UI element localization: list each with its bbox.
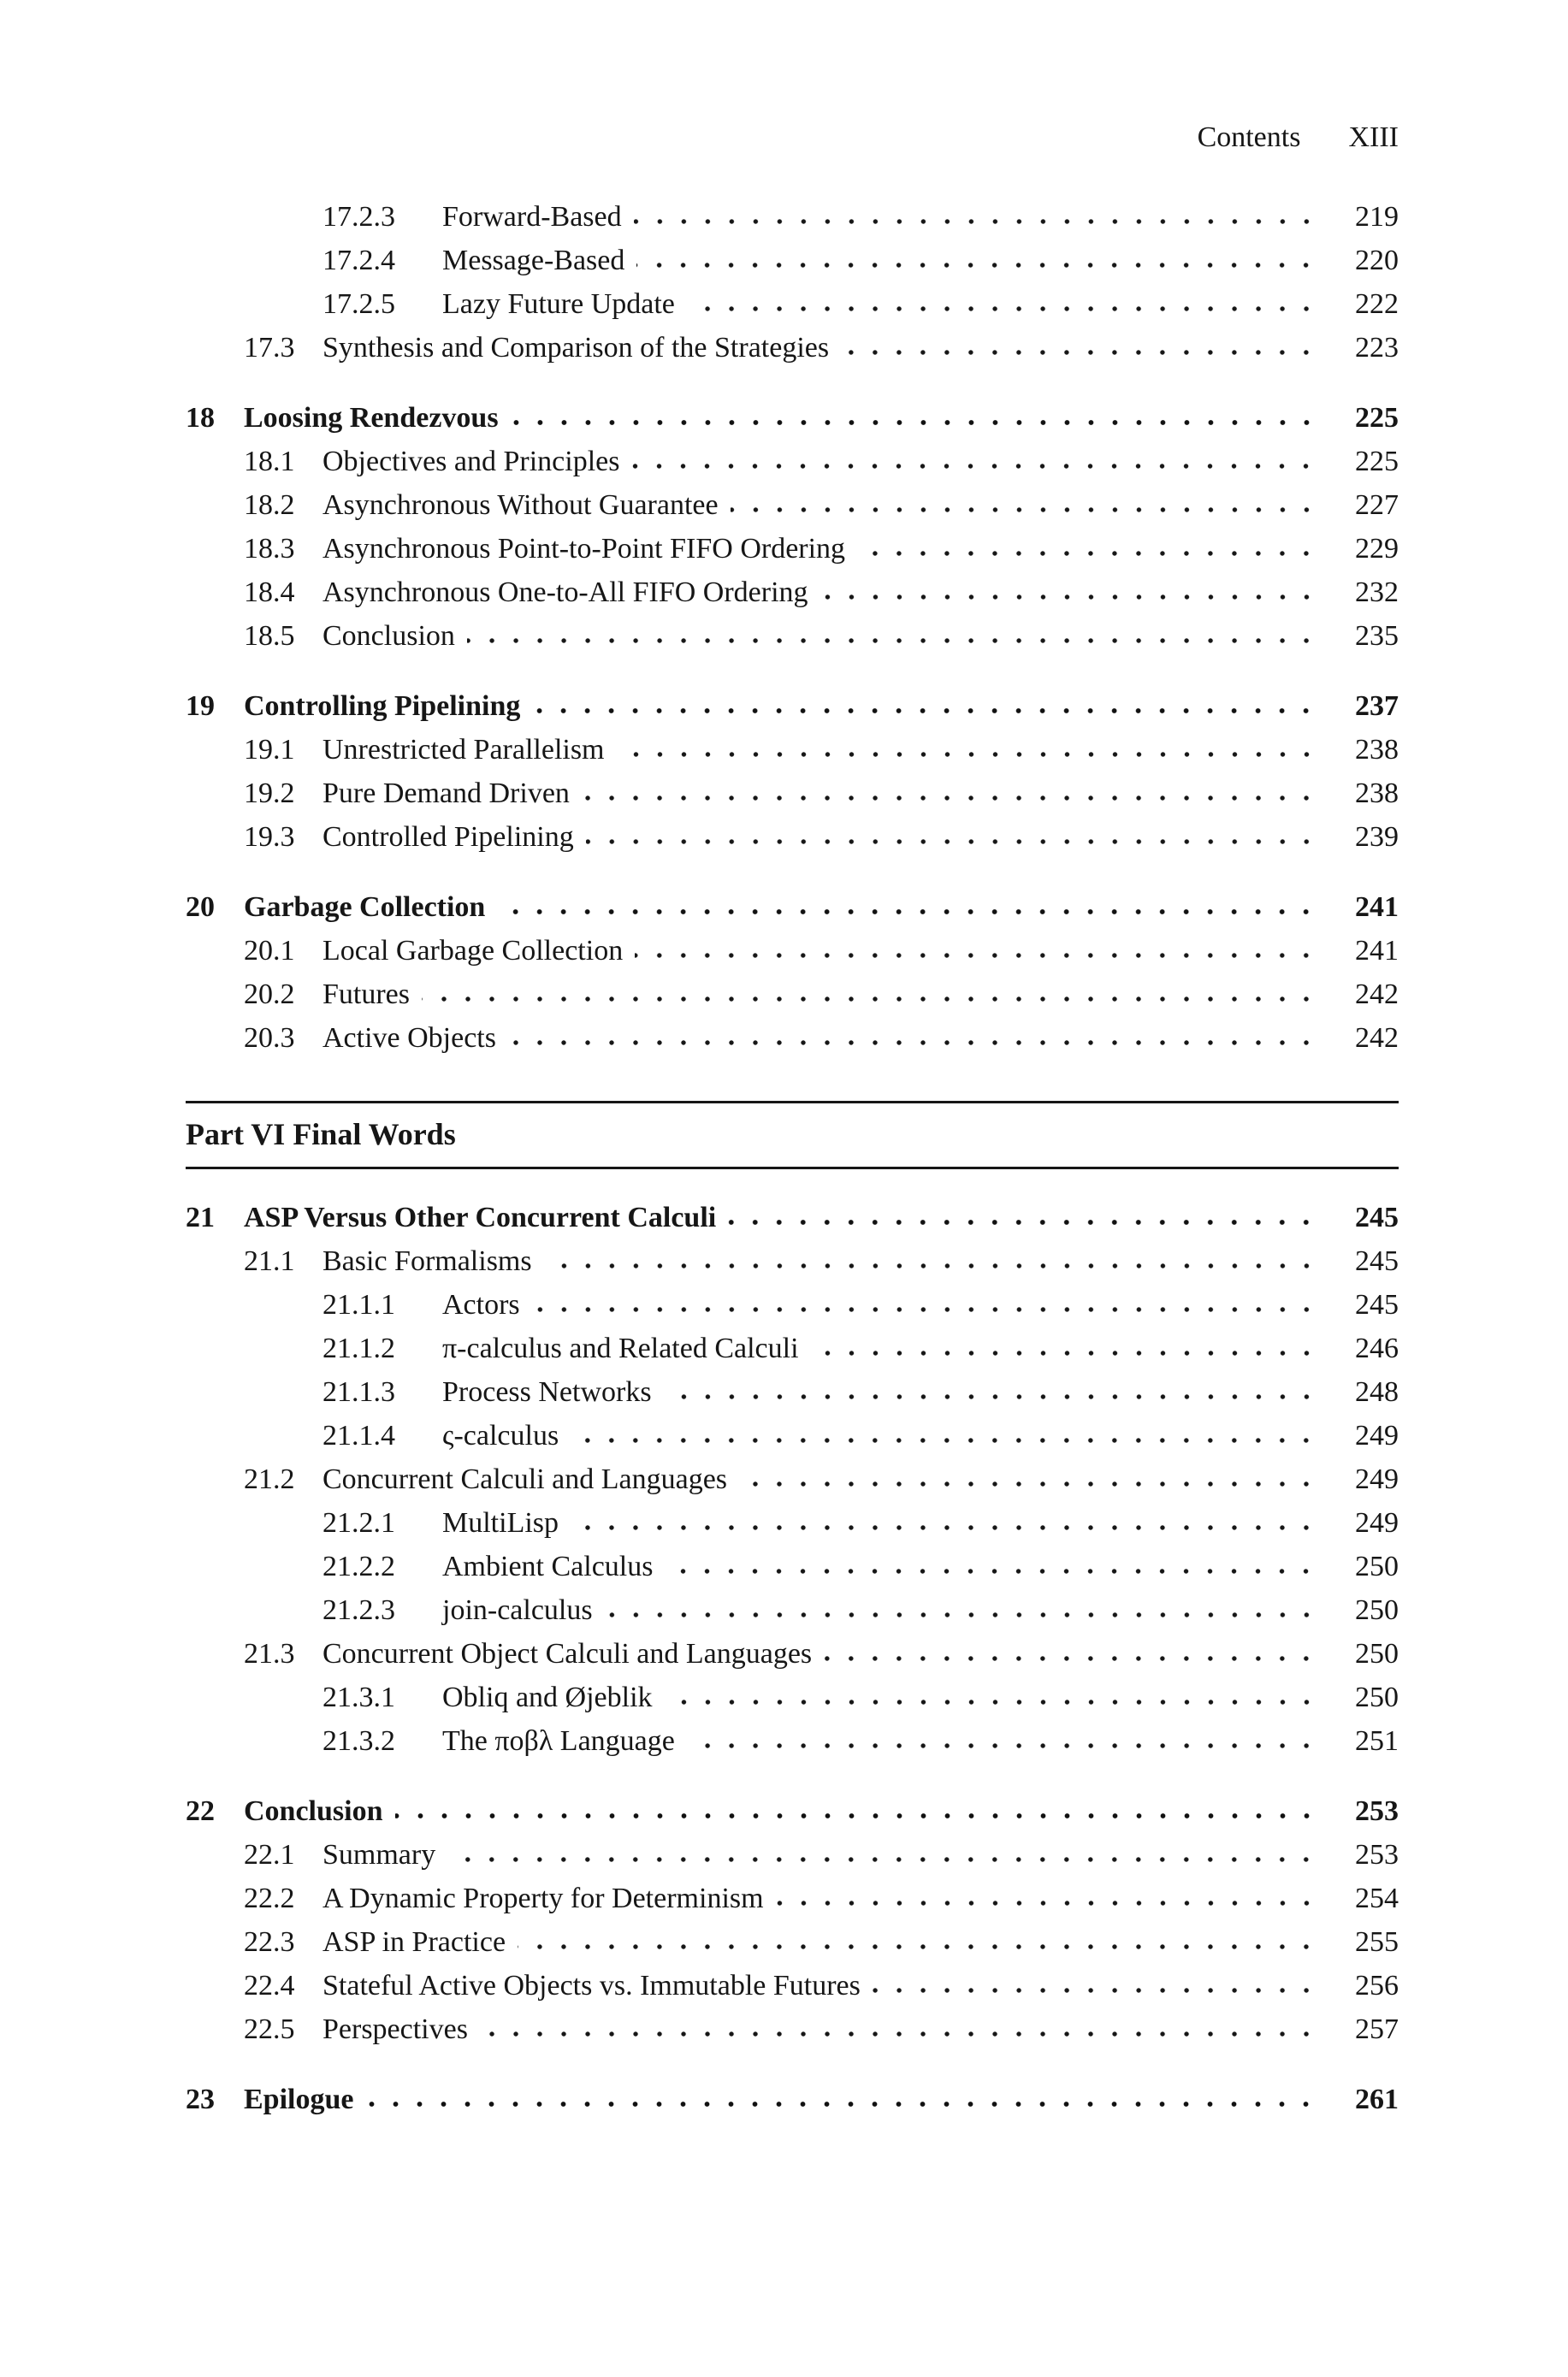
leader-dots <box>739 1480 1318 1488</box>
entry-number: 18.4 <box>244 577 295 608</box>
entry-number: 18 <box>186 402 215 434</box>
entry-page-number: 232 <box>1355 577 1399 608</box>
toc-entry-21.1.1 <box>186 1283 1399 1327</box>
entry-title: Unrestricted Parallelism <box>322 734 605 766</box>
entry-title: Objectives and Principles <box>322 446 620 477</box>
leader-dots <box>617 750 1318 759</box>
entry-number: 22 <box>186 1795 215 1827</box>
entry-title: Actors <box>442 1289 520 1321</box>
toc-entry-18.2 <box>186 483 1399 527</box>
entry-page-number: 227 <box>1355 489 1399 521</box>
toc-entry-21.2 <box>186 1458 1399 1501</box>
entry-page-number: 250 <box>1355 1682 1399 1713</box>
entry-page-number: 249 <box>1355 1463 1399 1495</box>
entry-number: 22.2 <box>244 1883 295 1914</box>
entry-number: 19.3 <box>244 821 295 853</box>
toc-entry-21.3.2 <box>186 1719 1399 1763</box>
leader-dots <box>532 707 1318 715</box>
entry-page-number: 245 <box>1355 1245 1399 1277</box>
toc-list <box>186 195 1399 2121</box>
entry-page-number: 241 <box>1355 935 1399 967</box>
leader-dots <box>634 217 1318 226</box>
toc-entry-20.2 <box>186 973 1399 1016</box>
toc-entry-22.2 <box>186 1877 1399 1920</box>
entry-number: 21.1.2 <box>322 1333 395 1364</box>
toc-entry-20.1 <box>186 929 1399 973</box>
entry-number: 20.3 <box>244 1022 295 1054</box>
entry-page-number: 245 <box>1355 1202 1399 1233</box>
header-page-number: XIII <box>1348 121 1399 153</box>
entry-title: Perspectives <box>322 2013 468 2045</box>
entry-title: Ambient Calculus <box>442 1551 654 1582</box>
leader-dots <box>687 1741 1318 1750</box>
entry-title: ASP Versus Other Concurrent Calculi <box>244 1202 717 1233</box>
leader-dots <box>873 1986 1318 1995</box>
entry-page-number: 255 <box>1355 1926 1399 1958</box>
leader-dots <box>586 837 1318 846</box>
entry-number: 18.3 <box>244 533 295 565</box>
entry-title: Summary <box>322 1839 436 1871</box>
entry-title: Controlled Pipelining <box>322 821 574 853</box>
entry-title: Controlling Pipelining <box>244 690 521 722</box>
toc-entry-21.2.1 <box>186 1501 1399 1545</box>
entry-page-number: 239 <box>1355 821 1399 853</box>
entry-number: 18.1 <box>244 446 295 477</box>
entry-number: 21.1.1 <box>322 1289 395 1321</box>
toc-entry-23 <box>186 2078 1399 2121</box>
toc-entry-18.3 <box>186 527 1399 571</box>
entry-number: 21.2.3 <box>322 1594 395 1626</box>
leader-dots <box>582 794 1318 802</box>
toc-entry-19.1 <box>186 728 1399 772</box>
entry-page-number: 237 <box>1355 690 1399 722</box>
leader-dots <box>467 636 1318 645</box>
entry-page-number: 241 <box>1355 891 1399 923</box>
entry-title: Process Networks <box>442 1376 652 1408</box>
toc-entry-21.2.2 <box>186 1545 1399 1588</box>
entry-number: 23 <box>186 2084 215 2115</box>
entry-number: 18.2 <box>244 489 295 521</box>
entry-number: 21.1 <box>244 1245 295 1277</box>
toc-entry-21.1.2 <box>186 1327 1399 1370</box>
leader-dots <box>395 1812 1319 1820</box>
entry-title: Forward-Based <box>442 201 622 233</box>
entry-title: Futures <box>322 979 410 1010</box>
toc-entry-22.4 <box>186 1964 1399 2007</box>
entry-number: 17.3 <box>244 332 295 364</box>
toc-entry-21.2.3 <box>186 1588 1399 1632</box>
leader-dots <box>508 1038 1318 1047</box>
leader-dots <box>776 1899 1318 1907</box>
entry-number: 20.2 <box>244 979 295 1010</box>
entry-title: A Dynamic Property for Determinism <box>322 1883 764 1914</box>
entry-page-number: 225 <box>1355 446 1399 477</box>
entry-title: Asynchronous Point-to-Point FIFO Ordering <box>322 533 846 565</box>
page-content <box>186 120 1399 2121</box>
entry-page-number: 238 <box>1355 778 1399 809</box>
toc-entry-17.3 <box>186 326 1399 370</box>
entry-page-number: 235 <box>1355 620 1399 652</box>
toc-entry-19 <box>186 684 1399 728</box>
leader-dots <box>532 1305 1318 1314</box>
entry-title: ς-calculus <box>442 1420 559 1452</box>
leader-dots <box>665 1698 1318 1706</box>
entry-number: 21.2.2 <box>322 1551 395 1582</box>
entry-number: 21.3.1 <box>322 1682 395 1713</box>
entry-page-number: 249 <box>1355 1420 1399 1452</box>
toc-entry-17.2.4 <box>186 239 1399 282</box>
entry-title: Active Objects <box>322 1022 496 1054</box>
entry-page-number: 225 <box>1355 402 1399 434</box>
leader-dots <box>605 1611 1318 1619</box>
toc-entry-19.3 <box>186 815 1399 859</box>
entry-title: Basic Formalisms <box>322 1245 532 1277</box>
toc-entry-21.1.4 <box>186 1414 1399 1458</box>
entry-number: 22.4 <box>244 1970 295 2002</box>
toc-entry-21.1 <box>186 1239 1399 1283</box>
entry-number: 20 <box>186 891 215 923</box>
toc-entry-18.4 <box>186 571 1399 614</box>
entry-number: 17.2.3 <box>322 201 395 233</box>
leader-dots <box>731 506 1318 514</box>
toc-entry-19.2 <box>186 772 1399 815</box>
entry-page-number: 257 <box>1355 2013 1399 2045</box>
running-header <box>186 120 1399 156</box>
entry-number: 21.1.4 <box>322 1420 395 1452</box>
entry-page-number: 261 <box>1355 2084 1399 2115</box>
entry-page-number: 249 <box>1355 1507 1399 1539</box>
toc-entry-17.2.3 <box>186 195 1399 239</box>
entry-page-number: 242 <box>1355 1022 1399 1054</box>
header-section-title: Contents <box>1197 121 1301 153</box>
leader-dots <box>665 1567 1318 1576</box>
leader-dots <box>857 549 1318 558</box>
entry-title: Concurrent Object Calculi and Languages <box>322 1638 813 1670</box>
entry-page-number: 251 <box>1355 1725 1399 1757</box>
entry-title: join-calculus <box>442 1594 593 1626</box>
entry-page-number: 248 <box>1355 1376 1399 1408</box>
entry-title: Lazy Future Update <box>442 288 675 320</box>
entry-number: 21.2 <box>244 1463 295 1495</box>
entry-title: Message-Based <box>442 245 625 276</box>
entry-title: Asynchronous One-to-All FIFO Ordering <box>322 577 808 608</box>
leader-dots <box>664 1392 1318 1401</box>
toc-entry-21.3.1 <box>186 1676 1399 1719</box>
entry-number: 22.1 <box>244 1839 295 1871</box>
entry-title: Concurrent Calculi and Languages <box>322 1463 728 1495</box>
entry-title: Stateful Active Objects vs. Immutable Futures <box>322 1970 861 2002</box>
toc-entry-21.3 <box>186 1632 1399 1676</box>
leader-dots <box>631 462 1318 470</box>
toc-entry-22 <box>186 1789 1399 1833</box>
leader-dots <box>422 995 1318 1003</box>
entry-number: 20.1 <box>244 935 295 967</box>
entry-title: Synthesis and Comparison of the Strategies <box>322 332 830 364</box>
leader-dots <box>447 1855 1318 1864</box>
entry-page-number: 256 <box>1355 1970 1399 2002</box>
toc-entry-20 <box>186 885 1399 929</box>
leader-dots <box>544 1262 1318 1270</box>
entry-page-number: 220 <box>1355 245 1399 276</box>
leader-dots <box>728 1218 1318 1227</box>
toc-entry-20.3 <box>186 1016 1399 1060</box>
entry-title: Conclusion <box>322 620 455 652</box>
leader-dots <box>824 1654 1318 1663</box>
entry-page-number: 250 <box>1355 1638 1399 1670</box>
entry-page-number: 254 <box>1355 1883 1399 1914</box>
entry-title: Local Garbage Collection <box>322 935 624 967</box>
entry-page-number: 229 <box>1355 533 1399 565</box>
entry-title: Epilogue <box>244 2084 354 2115</box>
entry-number: 17.2.5 <box>322 288 395 320</box>
entry-page-number: 253 <box>1355 1839 1399 1871</box>
entry-title: Pure Demand Driven <box>322 778 570 809</box>
leader-dots <box>571 1523 1318 1532</box>
entry-page-number: 246 <box>1355 1333 1399 1364</box>
leader-dots <box>841 348 1318 357</box>
entry-number: 21.3.2 <box>322 1725 395 1757</box>
entry-number: 21 <box>186 1202 215 1233</box>
leader-dots <box>497 908 1318 916</box>
leader-dots <box>811 1349 1318 1357</box>
entry-page-number: 238 <box>1355 734 1399 766</box>
entry-page-number: 245 <box>1355 1289 1399 1321</box>
entry-number: 19 <box>186 690 215 722</box>
entry-title: MultiLisp <box>442 1507 559 1539</box>
toc-entry-17.2.5 <box>186 282 1399 326</box>
leader-dots <box>518 1942 1318 1951</box>
leader-dots <box>480 2030 1318 2038</box>
entry-title: Loosing Rendezvous <box>244 402 499 434</box>
entry-title: The πoβλ Language <box>442 1725 675 1757</box>
entry-page-number: 222 <box>1355 288 1399 320</box>
leader-dots <box>636 261 1318 269</box>
entry-number: 19.1 <box>244 734 295 766</box>
entry-page-number: 223 <box>1355 332 1399 364</box>
entry-page-number: 250 <box>1355 1594 1399 1626</box>
toc-entry-18.5 <box>186 614 1399 658</box>
entry-title: Conclusion <box>244 1795 383 1827</box>
toc-entry-18 <box>186 396 1399 440</box>
entry-page-number: 250 <box>1355 1551 1399 1582</box>
entry-number: 22.5 <box>244 2013 295 2045</box>
toc-entry-18.1 <box>186 440 1399 483</box>
leader-dots <box>365 2100 1318 2108</box>
entry-page-number: 253 <box>1355 1795 1399 1827</box>
part-heading: Part VI Final Words <box>186 1101 1399 1169</box>
entry-page-number: 242 <box>1355 979 1399 1010</box>
leader-dots <box>511 418 1318 427</box>
entry-number: 19.2 <box>244 778 295 809</box>
entry-number: 18.5 <box>244 620 295 652</box>
toc-entry-21.1.3 <box>186 1370 1399 1414</box>
entry-number: 21.1.3 <box>322 1376 395 1408</box>
entry-page-number: 219 <box>1355 201 1399 233</box>
entry-number: 22.3 <box>244 1926 295 1958</box>
toc-entry-21 <box>186 1196 1399 1239</box>
entry-title: π-calculus and Related Calculi <box>442 1333 799 1364</box>
entry-number: 21.2.1 <box>322 1507 395 1539</box>
entry-title: Asynchronous Without Guarantee <box>322 489 719 521</box>
entry-number: 21.3 <box>244 1638 295 1670</box>
toc-entry-22.5 <box>186 2007 1399 2051</box>
leader-dots <box>687 305 1318 313</box>
leader-dots <box>820 593 1318 601</box>
entry-title: Garbage Collection <box>244 891 486 923</box>
toc-entry-22.1 <box>186 1833 1399 1877</box>
leader-dots <box>635 951 1318 960</box>
entry-title: ASP in Practice <box>322 1926 506 1958</box>
toc-entry-22.3 <box>186 1920 1399 1964</box>
entry-title: Obliq and Øjeblik <box>442 1682 653 1713</box>
leader-dots <box>571 1436 1318 1445</box>
entry-number: 17.2.4 <box>322 245 395 276</box>
